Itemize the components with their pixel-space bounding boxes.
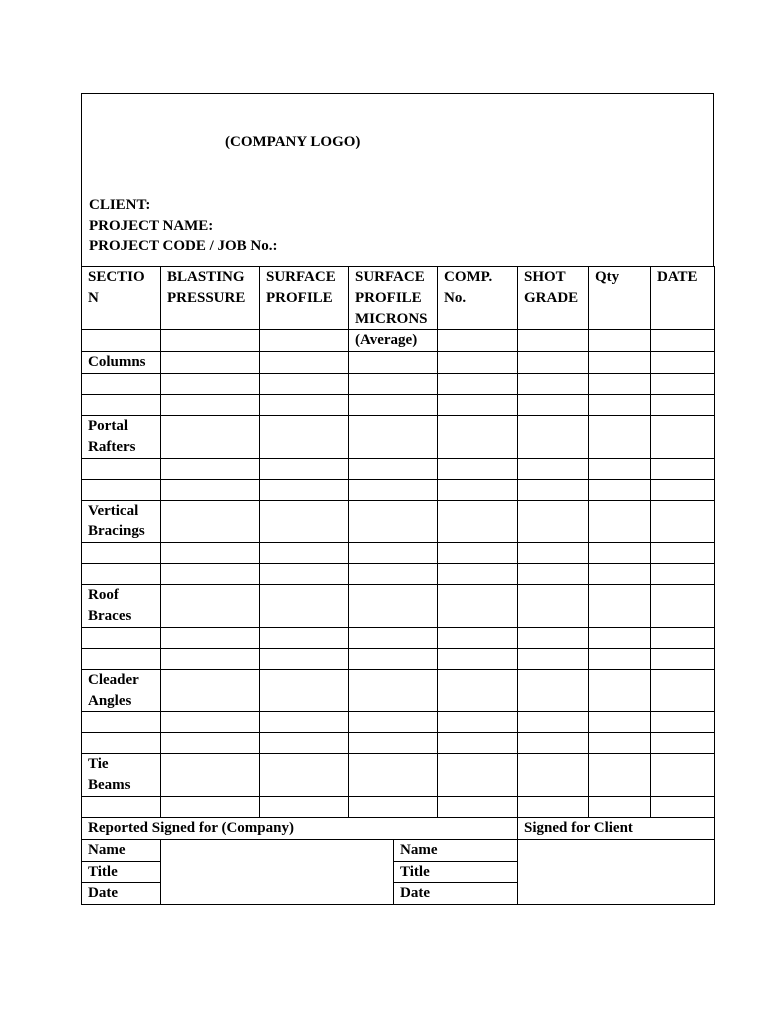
company-title-label: Title: [82, 861, 161, 883]
table-row: [82, 733, 715, 754]
section-label-cleader-angles: Cleader Angles: [82, 669, 161, 712]
table-row: [82, 415, 715, 458]
table-row: [82, 373, 715, 394]
table-row: [82, 754, 715, 797]
client-label: CLIENT:: [89, 197, 151, 213]
table-row: [82, 564, 715, 585]
signature-row-name: [82, 839, 715, 861]
col-header-shot-grade: SHOT GRADE: [518, 267, 589, 330]
section-label-columns: Columns: [82, 352, 161, 374]
column-header-row: [82, 267, 715, 330]
company-signature-box[interactable]: [161, 839, 394, 904]
company-name-label: Name: [82, 839, 161, 861]
table-row: [82, 796, 715, 817]
table-row: [82, 627, 715, 648]
inspection-form: [81, 93, 714, 905]
client-signature-box[interactable]: [518, 839, 715, 904]
col-header-qty: Qty: [589, 267, 651, 330]
client-name-label: Name: [394, 839, 518, 861]
project-name-label: PROJECT NAME:: [89, 217, 214, 234]
table-row: [82, 330, 715, 352]
col-header-blasting-pressure: BLASTING PRESSURE: [161, 267, 260, 330]
blasting-record-table: [81, 266, 715, 818]
col-header-surface-profile-microns: SURFACE PROFILE MICRONS: [349, 267, 438, 330]
table-row: [82, 479, 715, 500]
table-row: [82, 543, 715, 564]
signature-fields: [81, 839, 715, 905]
client-signature-title: Signed for Client: [518, 817, 715, 839]
table-row: [82, 648, 715, 669]
section-label-vertical-bracings: Vertical Bracings: [82, 500, 161, 543]
col-header-section: SECTIO N: [82, 267, 161, 330]
table-row: [82, 585, 715, 628]
client-title-label: Title: [394, 861, 518, 883]
signature-title-row: [82, 817, 715, 839]
table-row: [82, 712, 715, 733]
client-date-label: Date: [394, 883, 518, 905]
table-row: [82, 458, 715, 479]
average-note: (Average): [349, 330, 438, 352]
section-label-portal-rafters: Portal Rafters: [82, 415, 161, 458]
table-row: [82, 500, 715, 543]
col-header-date: DATE: [651, 267, 715, 330]
col-header-surface-profile: SURFACE PROFILE: [260, 267, 349, 330]
company-date-label: Date: [82, 883, 161, 905]
table-row: [82, 394, 715, 415]
col-header-comp-no: COMP. No.: [438, 267, 518, 330]
form-header: [81, 93, 714, 266]
project-code-label: PROJECT CODE / JOB No.:: [89, 238, 278, 254]
company-signature-title: Reported Signed for (Company): [82, 817, 518, 839]
company-logo-placeholder: (COMPANY LOGO): [225, 134, 361, 150]
table-row: [82, 352, 715, 374]
section-label-tie-beams: Tie Beams: [82, 754, 161, 797]
project-info: [89, 195, 278, 257]
section-label-roof-braces: Roof Braces: [82, 585, 161, 628]
signature-section: [81, 817, 715, 840]
table-row: [82, 669, 715, 712]
